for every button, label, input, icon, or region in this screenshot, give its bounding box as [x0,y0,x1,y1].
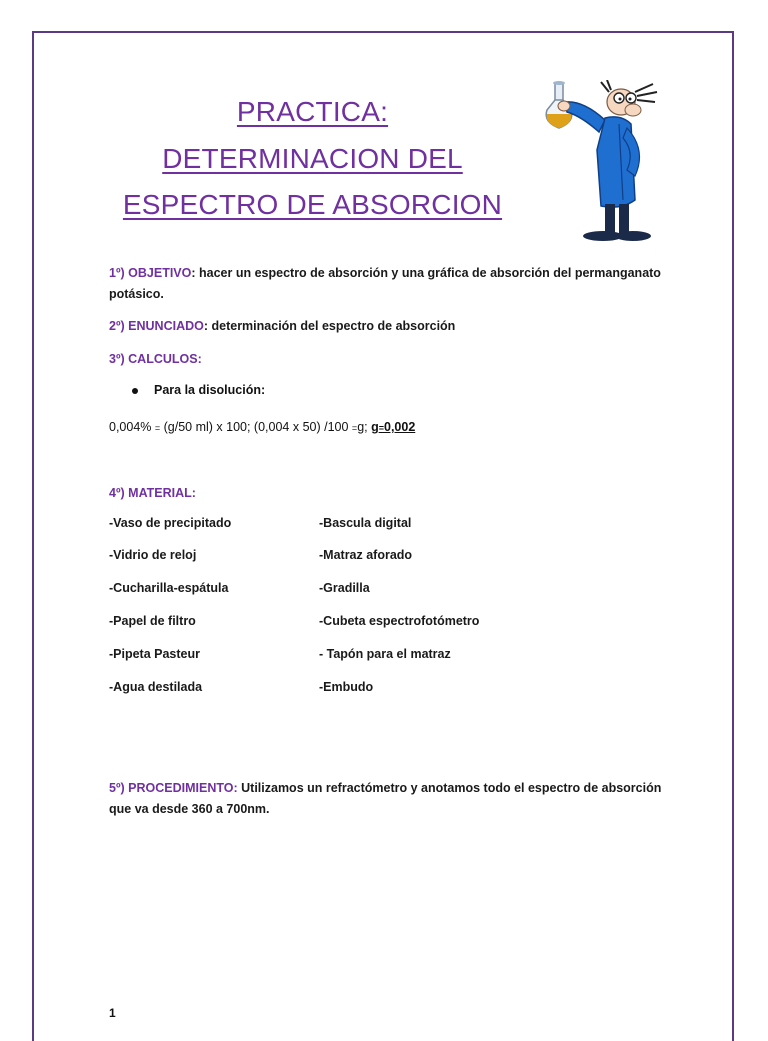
page-number: 1 [109,1006,116,1020]
scientist-with-flask-icon [543,80,663,244]
material-label: 4º) MATERIAL: [109,486,196,500]
formula-eq-2: = [351,423,358,433]
procedimiento-text: Utilizamos un refractómetro y anotamos todo el espectro de absorción [237,781,662,795]
objetivo-line-2: potásico. [109,287,164,301]
objetivo-label: 1º) OBJETIVO [109,266,192,280]
procedimiento-line-1 [109,778,661,799]
formula-part-1: 0,004% [109,420,155,434]
bullet-icon [132,388,138,394]
formula-part-2: (g/50 ml) x 100; (0,004 x 50) /100 [160,420,352,434]
objetivo-line-1 [109,263,661,284]
result-value: 0,002 [384,420,416,434]
material-left-item: -Pipeta Pasteur [109,647,201,661]
material-left-item: -Vaso de precipitado [109,516,232,530]
formula-result [371,420,415,434]
result-g: g [371,420,379,434]
material-right-item: -Matraz aforado [319,548,413,562]
material-left-item: -Papel de filtro [109,614,196,628]
procedimiento-line-2: que va desde 360 a 700nm. [109,802,270,816]
material-right-item: -Gradilla [319,581,370,595]
calculos-formula [109,417,415,439]
material-right-item: -Embudo [319,680,374,694]
title-line-2: DETERMINACION DEL [162,143,463,174]
enunciado-text: : determinación del espectro de absorción [203,319,456,333]
material-left-item: -Vidrio de reloj [109,548,197,562]
calculos-label: 3º) CALCULOS: [109,352,202,366]
material-right-item: - Tapón para el matraz [319,647,451,661]
title-line-3: ESPECTRO DE ABSORCION [122,189,503,220]
title-line-1: PRACTICA: [236,96,389,127]
procedimiento-label: 5º) PROCEDIMIENTO: [109,781,238,795]
material-left-item: -Cucharilla-espátula [109,581,229,595]
result-eq: = [378,423,384,433]
enunciado-label: 2º) ENUNCIADO [109,319,204,333]
objetivo-text: : hacer un espectro de absorción y una gráfica de absorción del permanganato [191,266,661,280]
material-right-item: -Cubeta espectrofotómetro [319,614,480,628]
calculos-bullet-text: Para la disolución: [154,383,266,397]
calculos-bullet [132,383,265,397]
material-right-item: -Bascula digital [319,516,412,530]
formula-part-3: g; [357,420,372,434]
enunciado-line [109,316,455,337]
formula-eq-1: = [154,423,161,433]
material-left-item: -Agua destilada [109,680,203,694]
